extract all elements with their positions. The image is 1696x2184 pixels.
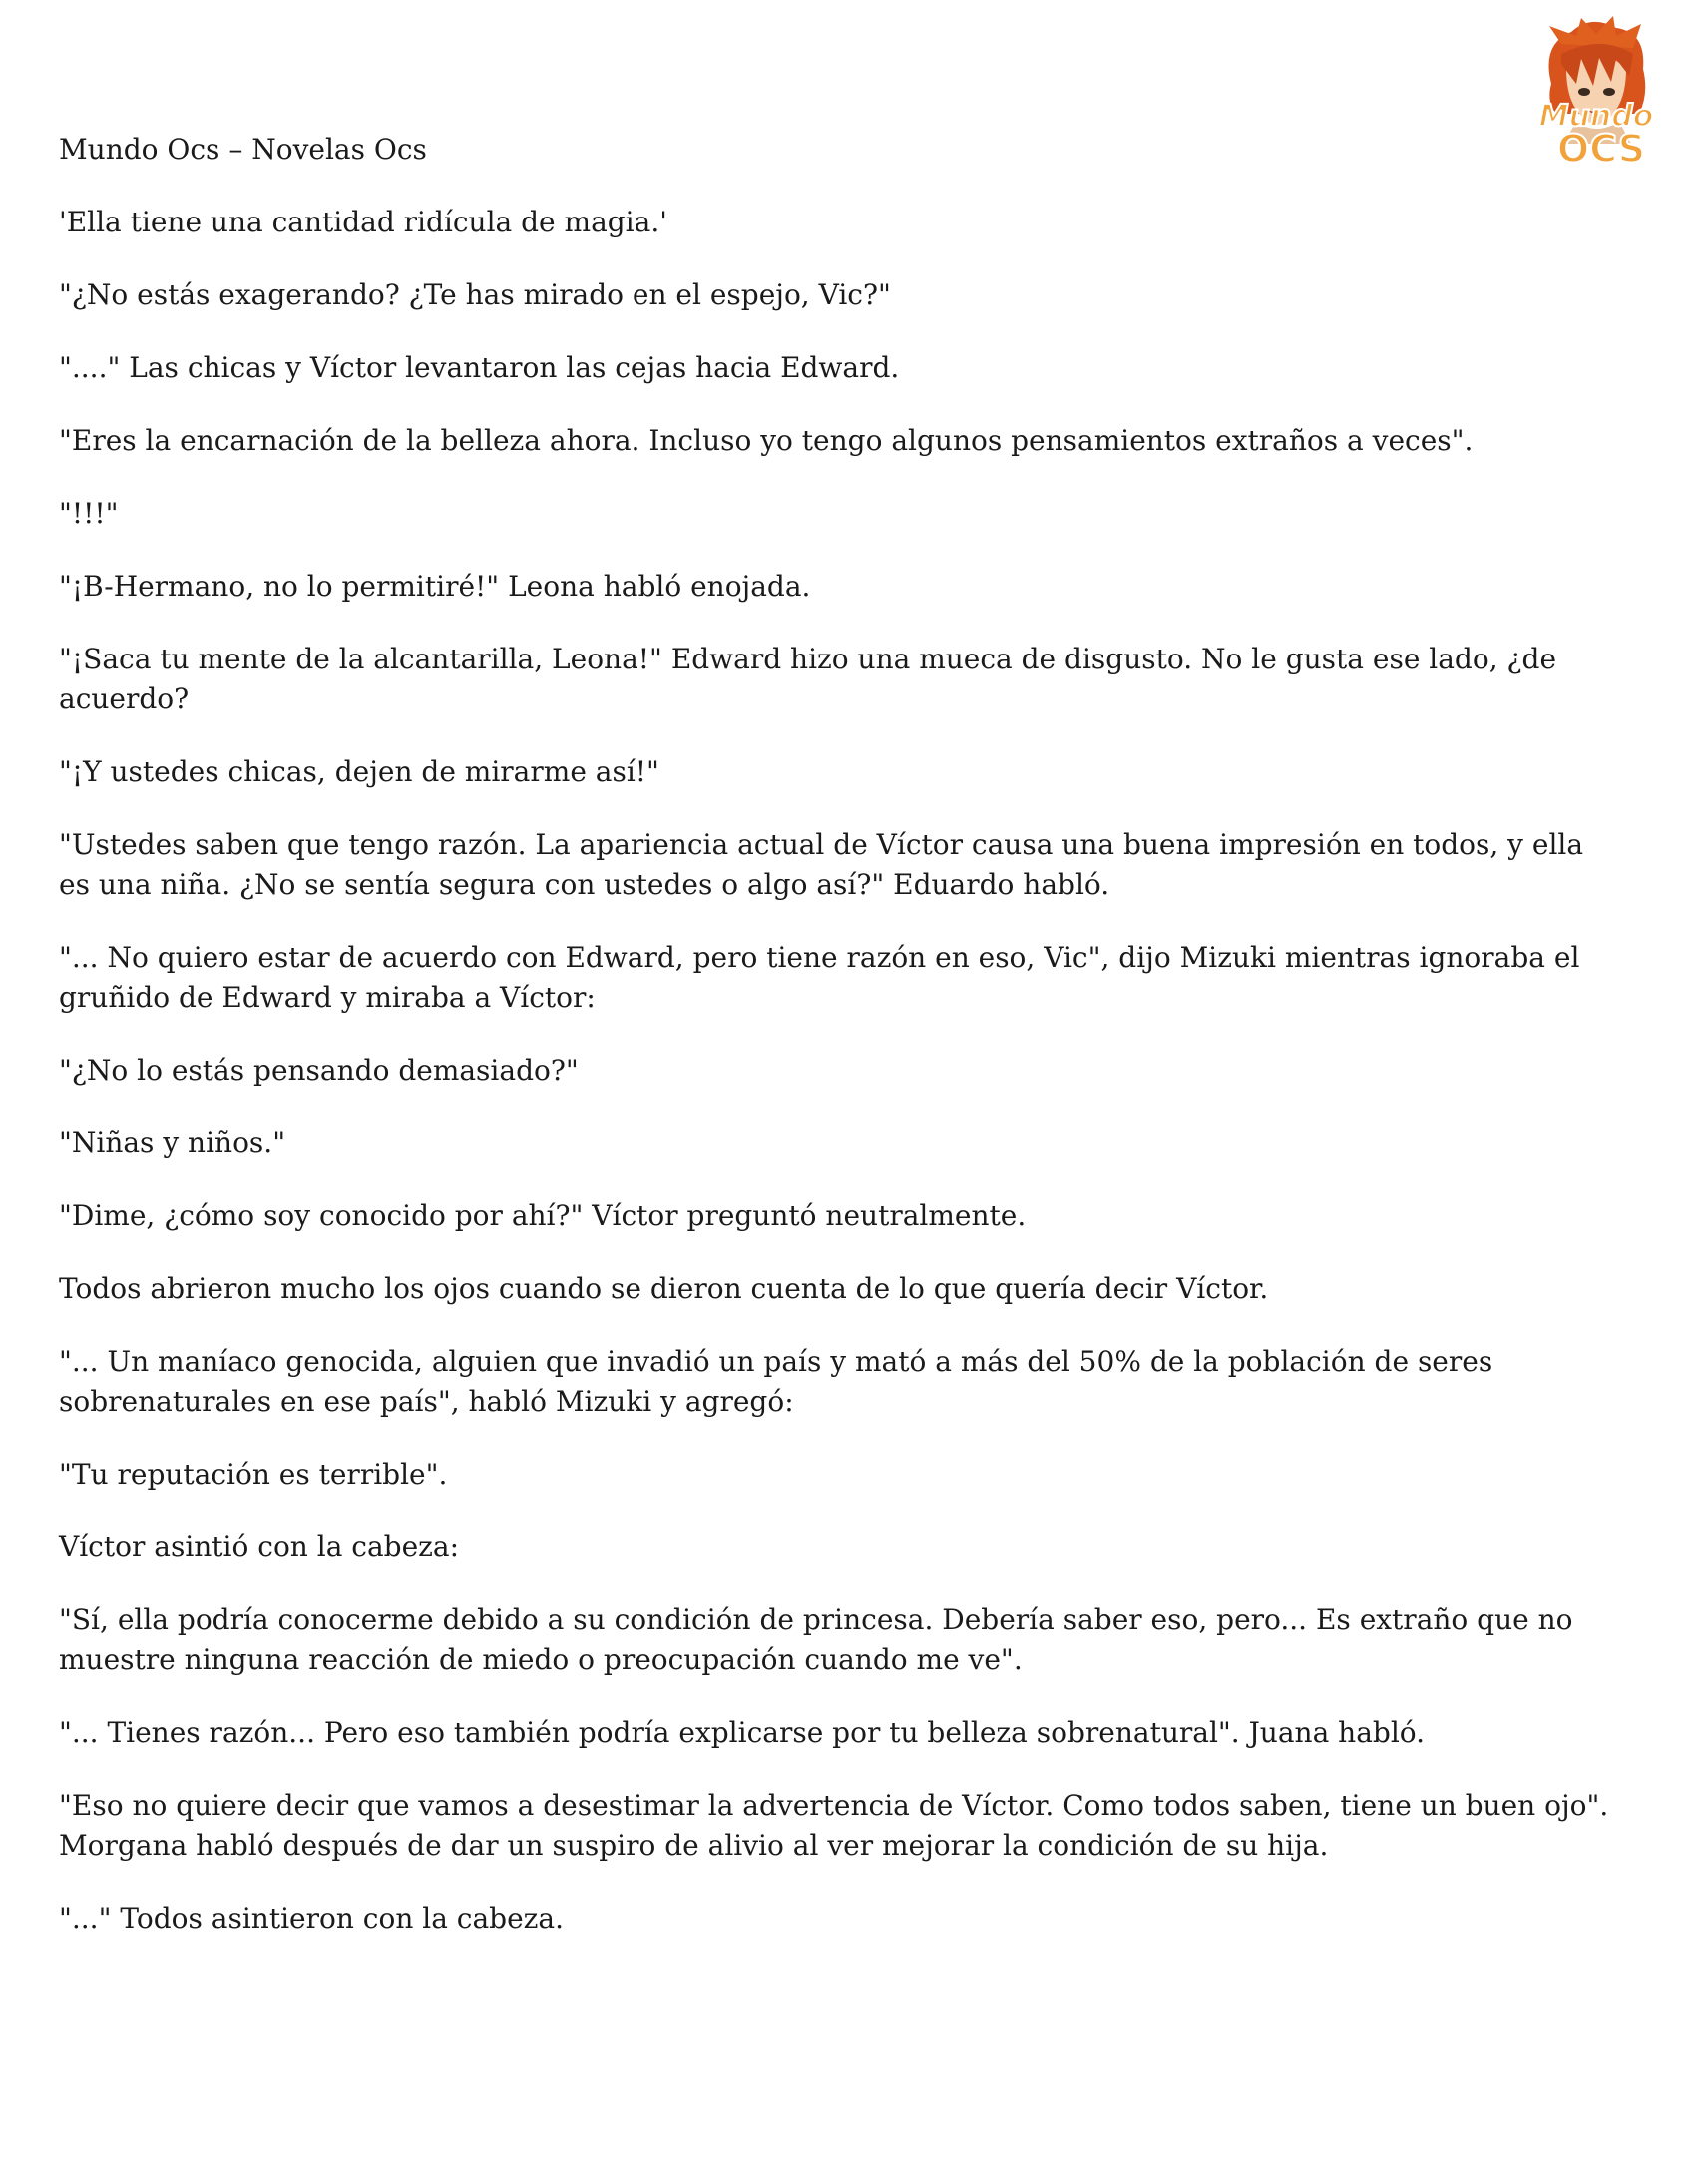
paragraph: "Eso no quiere decir que vamos a desestimar la advertencia de Víctor. Como todos saben, tiene un buen ojo". Morgana habló después de dar un suspiro de alivio al ver mejorar la condición de su hija. [59,1789,1609,1862]
paragraph: Víctor asintió con la cabeza: [59,1530,460,1563]
page-header: Mundo Ocs – Novelas Ocs [59,133,427,166]
paragraph: "Tu reputación es terrible". [59,1458,448,1491]
paragraph: 'Ella tiene una cantidad ridícula de magia.' [59,206,667,238]
svg-text:Mundo: Mundo [1538,99,1654,134]
paragraph: "Dime, ¿cómo soy conocido por ahí?" Víctor preguntó neutralmente. [59,1199,1027,1232]
paragraph: "¿No estás exagerando? ¿Te has mirado en el espejo, Vic?" [59,278,891,311]
document-body [59,130,1615,1971]
paragraph: "... Tienes razón... Pero eso también podría explicarse por tu belleza sobrenatural". Juana habló. [59,1716,1426,1749]
paragraph: "!!!" [59,497,119,530]
paragraph: "Sí, ella podría conocerme debido a su condición de princesa. Debería saber eso, pero... Es extraño que no muestre ninguna reacción de miedo o preocupación cuando me ve". [59,1603,1573,1676]
paragraph: "... Un maníaco genocida, alguien que invadió un país y mató a más del 50% de la población de seres sobrenaturales en ese país", habló Mizuki y agregó: [59,1345,1493,1418]
paragraph: "¡B-Hermano, no lo permitiré!" Leona habló enojada. [59,570,811,603]
paragraph: "Niñas y niños." [59,1126,286,1159]
svg-text:OCS: OCS [1556,127,1646,171]
paragraph: "¿No lo estás pensando demasiado?" [59,1054,579,1087]
paragraph: "Eres la encarnación de la belleza ahora. Incluso yo tengo algunos pensamientos extraños a veces". [59,424,1474,457]
paragraph: "¡Saca tu mente de la alcantarilla, Leona!" Edward hizo una mueca de disgusto. No le gusta ese lado, ¿de acuerdo? [59,643,1557,715]
paragraph: "Ustedes saben que tengo razón. La apariencia actual de Víctor causa una buena impresión en todos, y ella es una niña. ¿No se sentía segura con ustedes o algo así?" Eduardo habló. [59,828,1584,901]
paragraph: "..." Todos asintieron con la cabeza. [59,1902,565,1935]
paragraph: "...." Las chicas y Víctor levantaron las cejas hacia Edward. [59,351,900,384]
paragraph: Todos abrieron mucho los ojos cuando se dieron cuenta de lo que quería decir Víctor. [59,1272,1269,1305]
paragraph: "¡Y ustedes chicas, dejen de mirarme así!" [59,755,659,788]
paragraph: "... No quiero estar de acuerdo con Edward, pero tiene razón en eso, Vic", dijo Mizuki mientras ignoraba el gruñido de Edward y miraba a Víctor: [59,941,1580,1014]
